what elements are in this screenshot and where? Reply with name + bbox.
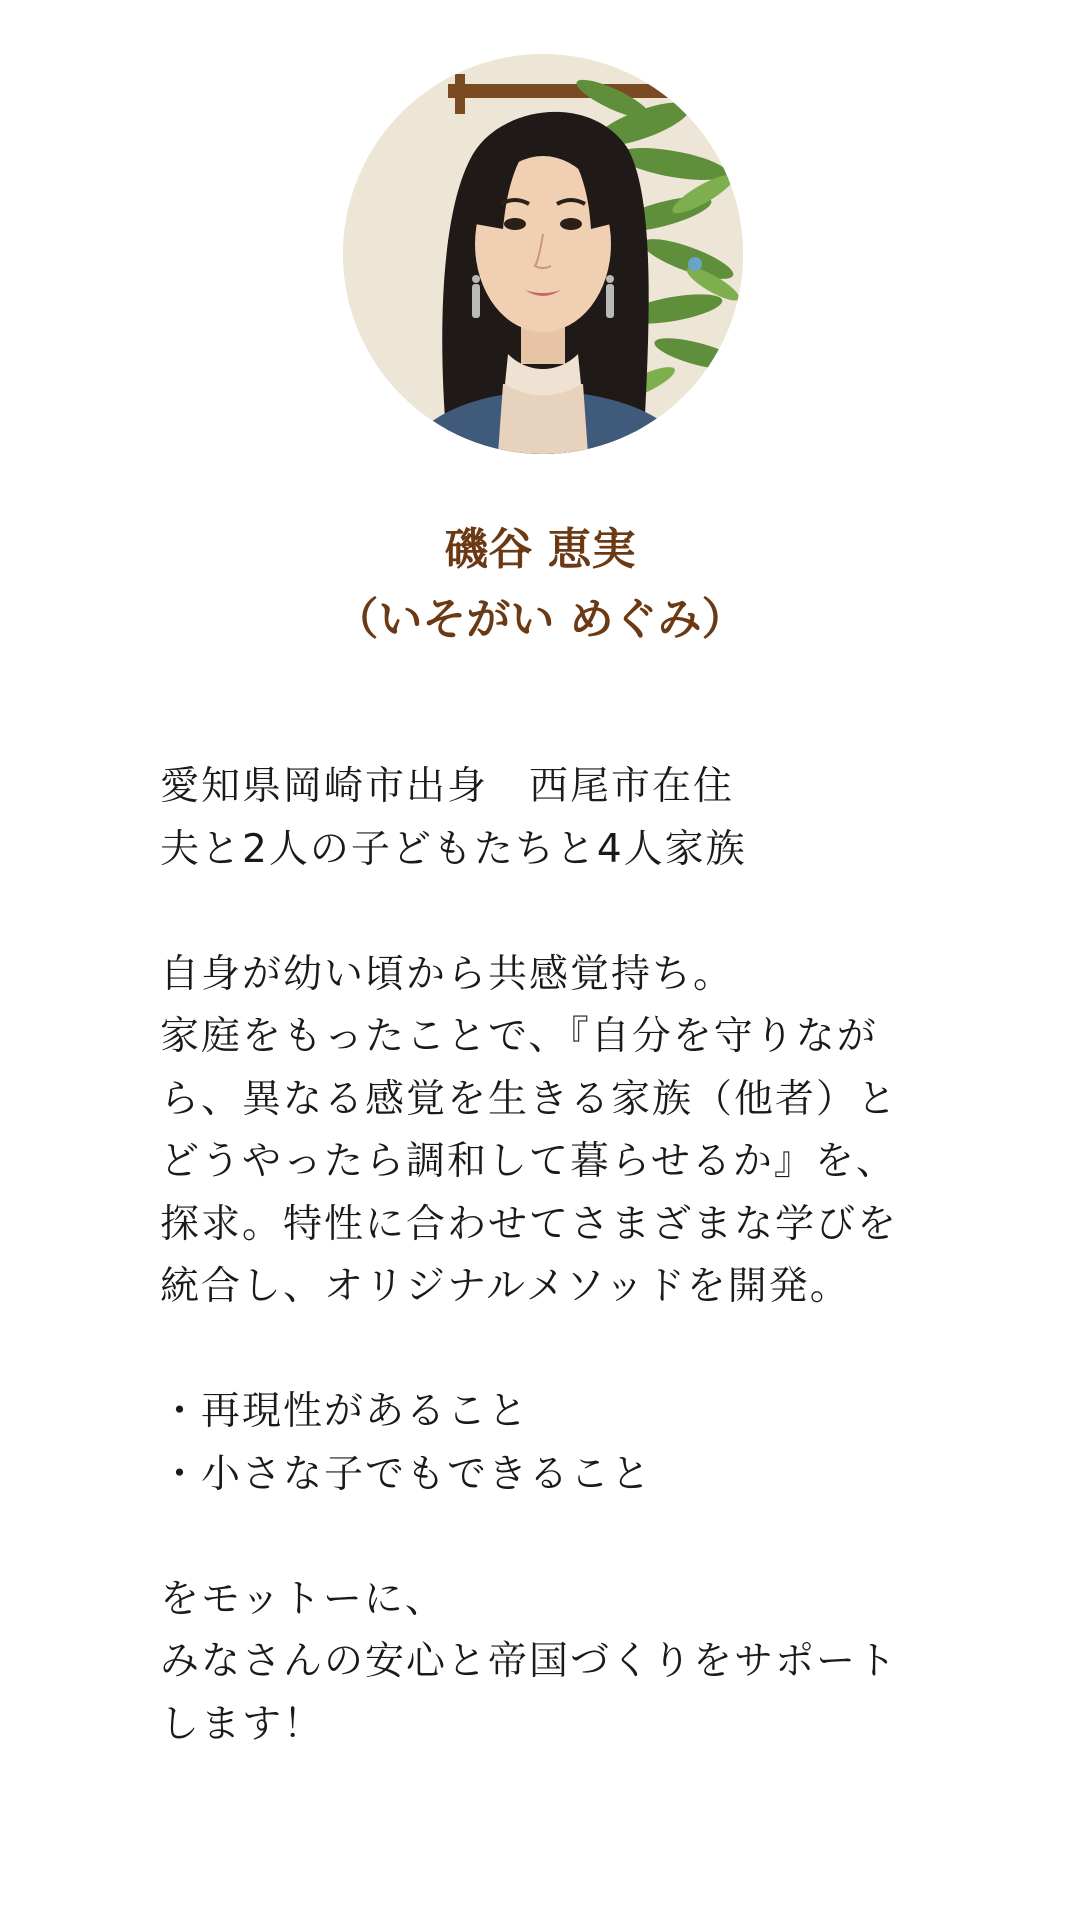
- bio-line: 統合し、オリジナルメソッドを開発。: [160, 1264, 851, 1309]
- bio-spacer: [160, 1506, 920, 1569]
- bio-line: ら、異なる感覚を生きる家族（他者）と: [160, 1076, 899, 1122]
- bio-bullet-item: ・小さな子でもできること: [160, 1451, 653, 1497]
- bio-line: どうやったら調和して暮らせるか』を、: [160, 1139, 897, 1184]
- bio-line: します！: [160, 1701, 325, 1747]
- portrait-illustration: [343, 54, 743, 454]
- bio-line: 自身が幼い頃から共感覚持ち。: [160, 951, 735, 997]
- bio-line: 愛知県岡崎市出身 西尾市在住: [160, 764, 735, 809]
- bio-line: をモットーに、: [160, 1576, 446, 1622]
- bio-bullet-item: ・再現性があること: [160, 1389, 530, 1434]
- profile-name-block: [0, 515, 1080, 655]
- bio-text: [160, 756, 920, 1756]
- avatar: [343, 54, 743, 454]
- profile-name: 磯谷 恵実: [444, 524, 636, 575]
- bio-line: 家庭をもったことで、『自分を守りなが: [160, 1014, 878, 1059]
- bio-spacer: [160, 1319, 920, 1382]
- profile-name-reading: （いそがい めぐみ）: [334, 594, 746, 645]
- bio-spacer: [160, 881, 920, 944]
- bio-line: 夫と2人の子どもたちと4人家族: [160, 826, 747, 872]
- bio-line: 探求。特性に合わせてさまざまな学びを: [160, 1201, 899, 1247]
- bio-line: みなさんの安心と帝国づくりをサポート: [160, 1639, 899, 1684]
